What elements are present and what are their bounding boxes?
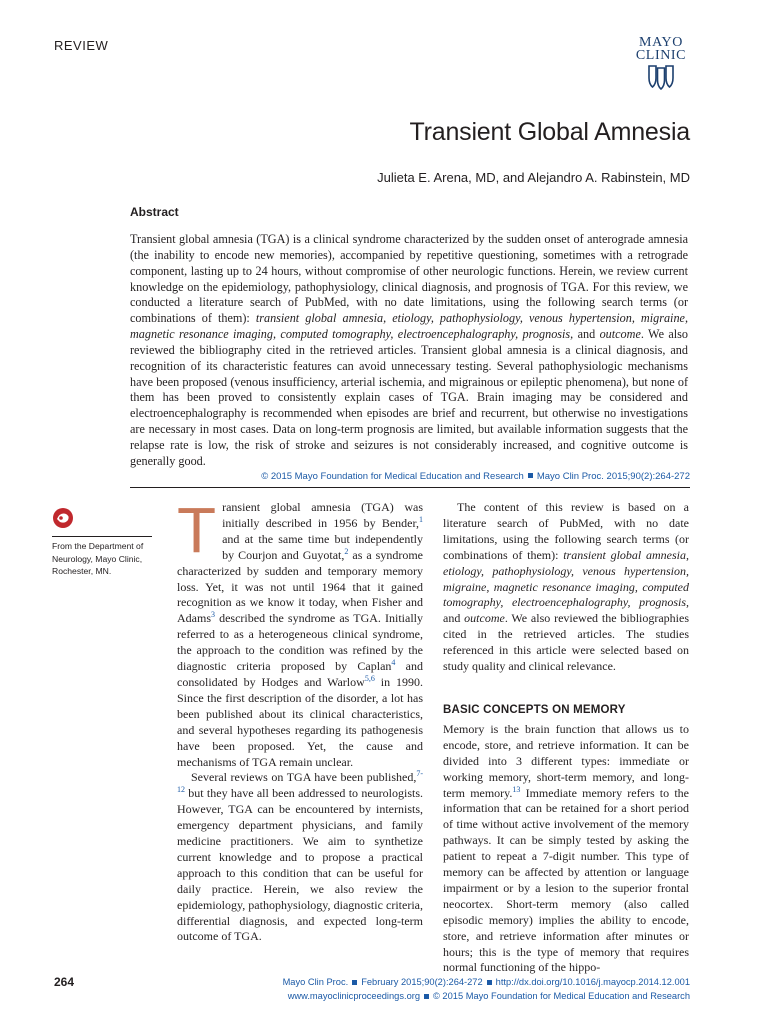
author-affiliation: From the Department of Neurology, Mayo Clinic, Rochester, MN. xyxy=(52,536,152,578)
doi-link[interactable]: http://dx.doi.org/10.1016/j.mayocp.2014.12.001 xyxy=(495,977,690,987)
memory-paragraph xyxy=(443,722,689,977)
abstract-part-3: . We also reviewed the bibliography cited in the retrieved articles. Transient global amnesia is a clinical diagnosis, and recognition of its characteristic features can avoid unnecessary testing. Several pathophysiologic mechanisms have been proposed (venous insufficiency, arterial ischemia, and migrainous or epileptic phenomena), but none of them has been proved to consistently explain cases of TGA. Brain imaging may be considered and electroencephalography is recommended when episodes are brief and recurrent, but otherwise no investigations are necessary in most cases. Data on long-term prognosis are limited, but available information suggests that the relapse rate is low, the risk of stroke and seizures is not considerably increased, and cognitive outcome is generally good. xyxy=(130,327,688,468)
article-title: Transient Global Amnesia xyxy=(409,118,690,146)
ref-link[interactable]: 1 xyxy=(419,514,423,524)
logo-line-clinic: CLINIC xyxy=(635,48,687,63)
ref-link[interactable]: 7-12 xyxy=(177,769,423,795)
copyright-text: © 2015 Mayo Foundation for Medical Education and Research xyxy=(261,471,524,482)
ref-link[interactable]: 5,6 xyxy=(364,673,375,683)
abstract-part-1: Transient global amnesia (TGA) is a clinical syndrome characterized by the sudden onset of anterograde amnesia (the inability to encode new memories), accompanied by repetitive questioning, sometimes with a retrograde component, lasting up to 24 hours, without compromise of other neurologic functions. Herein, we review current knowledge on the epidemiology, pathophysiology, clinical diagnosis, and prognosis of TGA. For this review, we conducted a literature search of PubMed, with no date limitations, using the following search terms (or combinations of them): xyxy=(130,232,688,326)
memory-text-a: Memory is the brain function that allows us to encode, store, and retrieve information. It can be divided into 3 different types: immediate or working memory, short-term memory, and long-term memory. xyxy=(443,721,689,800)
methods-paragraph xyxy=(443,500,689,675)
methods-search-terms: transient global amnesia, etiology, pathophysiology, venous hypertension, migraine, magnetic resonance imaging, computed tomography, electroencephalography, prognosis, xyxy=(443,547,689,610)
body-column-left xyxy=(177,494,424,945)
mayo-clinic-logo xyxy=(630,36,692,90)
footer-journal: Mayo Clin Proc. xyxy=(282,977,349,987)
abstract-heading: Abstract xyxy=(130,205,179,219)
section-heading-memory: BASIC CONCEPTS ON MEMORY xyxy=(443,703,626,716)
square-bullet-icon xyxy=(487,980,492,985)
page-footer xyxy=(283,975,690,1003)
intro-text-a: ransient global amnesia (TGA) was initially described in 1956 by Bender, xyxy=(222,500,423,530)
ref-link[interactable]: 3 xyxy=(211,610,215,620)
footer-line-2 xyxy=(283,989,690,1003)
body-column-right xyxy=(443,500,689,976)
article-authors: Julieta E. Arena, MD, and Alejandro A. Rabinstein, MD xyxy=(377,170,690,185)
methods-outcome: outcome xyxy=(464,611,505,626)
abstract-outcome: outcome xyxy=(599,327,641,342)
abstract-and: and xyxy=(573,327,600,342)
ref-link[interactable]: 4 xyxy=(391,658,396,668)
abstract-search-terms: transient global amnesia, etiology, pathophysiology, venous hypertension, migraine, magnetic resonance imaging, computed tomography, electroencephalography, prognosis, xyxy=(130,311,688,342)
intro-text-c: as a syndrome characterized by sudden and temporary memory loss. Yet, it was not until 1964 that it gained recognition as we know it today, when Fisher and Adams xyxy=(177,547,423,626)
page-number: 264 xyxy=(54,975,75,989)
section-label: REVIEW xyxy=(54,38,109,53)
abstract-copyright xyxy=(261,471,690,482)
drop-cap: T xyxy=(177,494,217,566)
intro-text-d: described the syndrome as TGA. Initially referred to as a heterogeneous clinical syndrome, the approach to the condition was refined by the diagnostic criteria proposed by Caplan xyxy=(177,611,423,674)
methods-text-a: The content of this review is based on a literature search of PubMed, with no date limitations, using the following search terms (or combinations of them): xyxy=(443,500,689,562)
methods-and: and xyxy=(443,611,465,626)
footer-line-1 xyxy=(283,975,690,989)
footer-issue: February 2015;90(2):264-272 xyxy=(361,977,483,987)
intro-text-f: in 1990. Since the first description of the disorder, a lot has been published about its clinical characteristics, and several hypotheses regarding its pathogenesis have been proposed. Yet, the cause and mechanisms of TGA remain unclear. xyxy=(177,674,423,769)
footer-copyright: © 2015 Mayo Foundation for Medical Education and Research xyxy=(433,991,690,1001)
intro-text-b: and at the same time but independently by Courjon and Guyotat, xyxy=(222,531,423,562)
intro-text-e: and consolidated by Hodges and Warlow xyxy=(177,659,424,689)
journal-website-link[interactable]: www.mayoclinicproceedings.org xyxy=(287,991,420,1001)
shield-icon xyxy=(646,64,676,90)
square-bullet-icon xyxy=(424,994,429,999)
methods-text-b: . We also reviewed the bibliographies cited in the retrieved articles. The studies referenced in this article were selected based on study quality and clinical relevance. xyxy=(443,611,690,674)
abstract-divider xyxy=(130,487,690,488)
reviews-paragraph xyxy=(177,770,423,945)
reviews-text-a: Several reviews on TGA have been published, xyxy=(191,770,417,785)
square-bullet-icon xyxy=(528,473,533,478)
cme-icon xyxy=(52,507,74,529)
ref-link[interactable]: 13 xyxy=(512,784,521,794)
memory-text-b: Immediate memory refers to the information that can be retained for a short period of time without active involvement of the memory pathways. It can be simply tested by asking the patient to repeat a 7-digit number. This type of memory can be affected by attention or language impairment or by a lesion to the superior frontal neocortex. Short-term memory (also called episodic memory) implies the ability to encode, store, and retrieve information after minutes or hours; this is the type of memory that requires normal functioning of the hippo- xyxy=(443,785,690,975)
ref-link[interactable]: 2 xyxy=(344,546,349,556)
intro-paragraph xyxy=(177,494,424,770)
logo-line-mayo: MAYO xyxy=(639,35,683,50)
citation-link[interactable]: Mayo Clin Proc. 2015;90(2):264-272 xyxy=(536,471,690,482)
square-bullet-icon xyxy=(352,980,357,985)
abstract-text xyxy=(130,232,688,470)
reviews-text-b: but they have all been addressed to neurologists. However, TGA can be encountered by internists, emergency department physicians, and family medicine practitioners. We aim to synthetize current knowledge and to propose a practical approach to this condition that can be useful for daily practice. Herein, we also review the epidemiology, pathophysiology, diagnostic criteria, differential diagnosis, and expected long-term outcome of TGA. xyxy=(177,786,423,944)
